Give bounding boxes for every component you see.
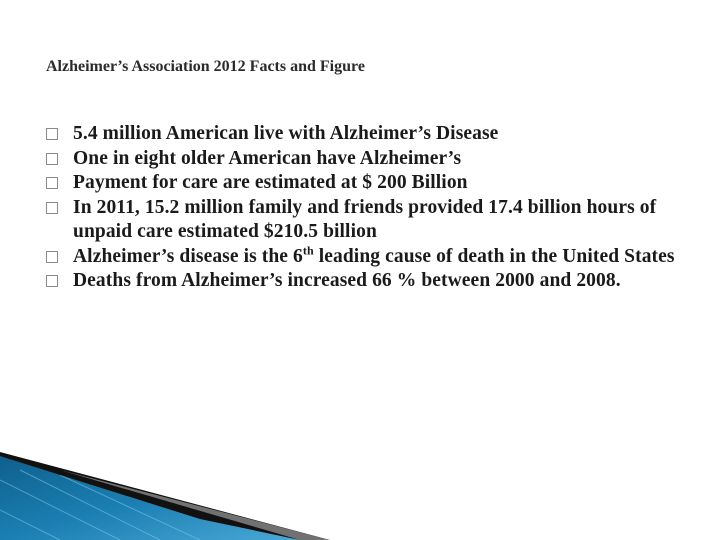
bullet-item [46, 196, 696, 245]
checkbox-bullet-icon [46, 275, 58, 287]
checkbox-bullet-icon [46, 153, 58, 165]
bullet-text: 5.4 million American live with Alzheimer’s Disease [73, 123, 499, 144]
slide-title: Alzheimer’s Association 2012 Facts and Figure [46, 58, 365, 75]
bullet-text: Payment for care are estimated at $ 200 Billion [73, 172, 468, 193]
checkbox-bullet-icon [46, 128, 58, 140]
checkbox-bullet-icon [46, 177, 58, 189]
bullet-text-superscript: th [302, 243, 314, 257]
bullet-list [46, 122, 696, 294]
bullet-text-post: leading cause of death in the United States [313, 245, 675, 267]
bullet-text-pre: Alzheimer’s disease is the 6 [73, 245, 303, 267]
bullet-item [46, 147, 696, 172]
bullet-text: Deaths from Alzheimer’s increased 66 % between 2000 and 2008. [73, 270, 621, 291]
bullet-text: One in eight older American have Alzheimer’s [73, 147, 462, 169]
bullet-item [46, 269, 696, 294]
checkbox-bullet-icon [46, 202, 58, 214]
checkbox-bullet-icon [46, 251, 58, 263]
bullet-text: In 2011, 15.2 million family and friends provided 17.4 billion hours of unpaid care estimated $210.5 billion [73, 196, 657, 242]
corner-decoration [0, 440, 720, 540]
bullet-item [46, 245, 696, 270]
bullet-item [46, 122, 696, 147]
bullet-item [46, 171, 696, 196]
